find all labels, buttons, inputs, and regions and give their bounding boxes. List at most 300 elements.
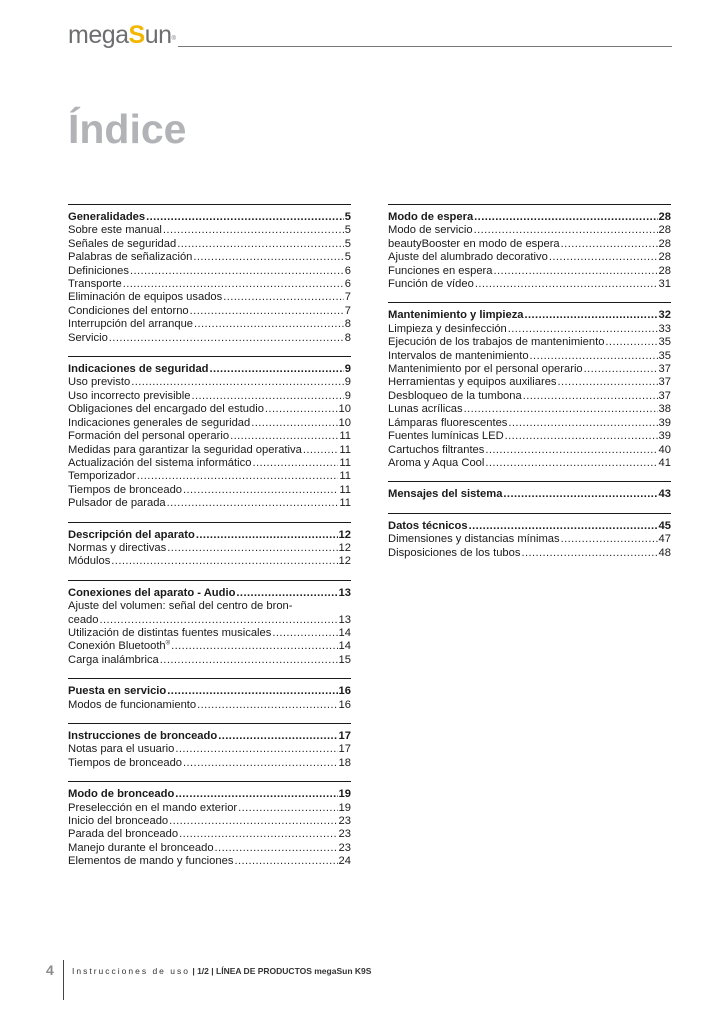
toc-entry[interactable] xyxy=(388,363,671,376)
dot-leader xyxy=(485,444,657,457)
entry-page-number: 28 xyxy=(658,211,671,223)
toc-entry[interactable] xyxy=(68,457,351,470)
entry-page-number: 14 xyxy=(338,626,351,639)
entry-page-number: 40 xyxy=(658,443,671,456)
dot-leader xyxy=(549,251,658,264)
entry-label-text: Descripción del aparato xyxy=(68,528,195,541)
toc-entry[interactable] xyxy=(68,654,351,667)
dot-leader xyxy=(160,654,338,667)
entry-page-number: 35 xyxy=(658,349,671,362)
dot-leader xyxy=(508,417,657,430)
entry-label xyxy=(68,484,182,497)
entry-label xyxy=(68,555,110,568)
entry-page-number: 23 xyxy=(338,815,351,828)
logo-text-suffix: un xyxy=(144,21,172,49)
toc-section xyxy=(68,781,351,868)
dot-leader xyxy=(265,403,338,416)
dot-leader xyxy=(218,730,337,743)
toc-section xyxy=(68,723,351,770)
entry-page-number: 19 xyxy=(338,788,351,801)
dot-leader xyxy=(175,788,337,801)
entry-label-text: Palabras de señalización xyxy=(68,251,193,264)
dot-leader xyxy=(238,802,337,815)
entry-label-text: Lunas acrílicas xyxy=(388,403,463,416)
toc-section xyxy=(68,204,351,345)
dot-leader xyxy=(183,757,338,770)
megasun-logo xyxy=(68,20,175,50)
toc-section-heading[interactable] xyxy=(68,529,351,542)
entry-label-text: Modo de servicio xyxy=(388,224,473,237)
entry-page-number: 16 xyxy=(338,698,351,711)
entry-page-number: 12 xyxy=(338,555,351,568)
entry-page-number: 28 xyxy=(658,237,671,250)
entry-label xyxy=(68,305,189,318)
dot-leader xyxy=(530,350,658,363)
entry-label-text: Disposiciones de los tubos xyxy=(388,546,521,559)
toc-section xyxy=(388,481,671,501)
entry-label xyxy=(68,417,250,430)
entry-label-text: Carga inalámbrica xyxy=(68,653,159,666)
toc-section-heading[interactable] xyxy=(68,730,351,743)
entry-page-number: 17 xyxy=(338,730,351,742)
entry-label-text: Utilización de distintas fuentes musicales xyxy=(68,626,272,639)
doc-version: 1/2 xyxy=(197,966,209,976)
toc-entry[interactable] xyxy=(68,640,351,653)
entry-page-number: 24 xyxy=(338,855,351,868)
entry-page-number: 11 xyxy=(339,483,351,496)
entry-label-text: Modo de bronceado xyxy=(68,788,175,801)
entry-label-text: Uso incorrecto previsible xyxy=(68,389,191,402)
toc-entry[interactable] xyxy=(68,430,351,443)
page-number: 4 xyxy=(46,962,54,978)
toc-entry[interactable] xyxy=(388,417,671,430)
entry-label-text: Funciones en espera xyxy=(388,264,493,277)
entry-page-number: 35 xyxy=(658,336,671,349)
toc-entry[interactable] xyxy=(68,291,351,304)
toc-section-heading[interactable] xyxy=(68,363,351,376)
toc-entry[interactable] xyxy=(388,336,671,349)
entry-label xyxy=(68,318,193,331)
entry-label xyxy=(68,363,209,376)
toc-entry[interactable] xyxy=(68,417,351,430)
entry-page-number: 16 xyxy=(338,685,351,698)
toc-entry[interactable] xyxy=(68,842,351,855)
entry-label-text: Conexiones del aparato - Audio xyxy=(68,586,236,599)
toc-section xyxy=(388,513,671,560)
dot-leader xyxy=(584,363,658,376)
entry-label xyxy=(68,587,235,600)
dot-leader xyxy=(197,699,337,712)
toc-section xyxy=(68,522,351,569)
entry-page-number: 28 xyxy=(658,264,671,277)
entry-label xyxy=(68,457,251,470)
entry-page-number: 8 xyxy=(344,331,351,344)
toc-entry[interactable] xyxy=(388,251,671,264)
entry-label-text: Conexión Bluetooth xyxy=(68,640,166,653)
dot-leader xyxy=(272,627,337,640)
toc-section xyxy=(388,302,671,470)
dot-leader xyxy=(131,376,344,389)
entry-label-text: Ejecución de los trabajos de mantenimiento xyxy=(388,336,605,349)
toc-entry[interactable] xyxy=(68,699,351,712)
dot-leader xyxy=(236,587,337,600)
toc-column-right xyxy=(388,204,671,571)
entry-label-text: Aroma y Aqua Cool xyxy=(388,456,485,469)
entry-label-text: Instrucciones de bronceado xyxy=(68,730,218,742)
toc-entry[interactable] xyxy=(388,533,671,546)
dot-leader xyxy=(194,318,344,331)
entry-page-number: 33 xyxy=(658,322,671,335)
entry-page-number: 13 xyxy=(338,586,351,599)
entry-page-number: 23 xyxy=(338,828,351,841)
entry-label-text: Servicio xyxy=(68,331,108,344)
separator: | xyxy=(208,966,217,976)
entry-label-text: Indicaciones de seguridad xyxy=(68,363,209,376)
entry-label-text: Puesta en servicio xyxy=(68,685,167,698)
entry-label xyxy=(388,363,583,376)
entry-label-text: Elementos de mando y funciones xyxy=(68,855,234,868)
entry-page-number: 15 xyxy=(338,653,351,666)
toc-entry[interactable] xyxy=(68,484,351,497)
toc-entry[interactable] xyxy=(68,332,351,345)
entry-page-number: 37 xyxy=(658,376,671,389)
header-divider xyxy=(178,46,672,47)
entry-label xyxy=(388,430,504,443)
toc-entry[interactable] xyxy=(388,376,671,389)
dot-leader xyxy=(525,309,658,322)
dot-leader xyxy=(485,457,657,470)
toc-entry[interactable] xyxy=(68,238,351,251)
toc-entry[interactable] xyxy=(68,815,351,828)
entry-label xyxy=(68,542,166,555)
entry-label-text: Tiempos de bronceado xyxy=(68,756,183,769)
entry-label xyxy=(388,376,557,389)
entry-label xyxy=(388,444,484,457)
toc-entry[interactable] xyxy=(68,470,351,483)
toc-entry[interactable] xyxy=(388,403,671,416)
toc-entry[interactable] xyxy=(388,430,671,443)
entry-label xyxy=(68,802,237,815)
dot-leader xyxy=(521,547,657,560)
toc-entry-wrapped-line[interactable]: Ajuste del volumen: señal del centro de bron- xyxy=(68,600,293,613)
page-header xyxy=(68,20,672,50)
dot-leader xyxy=(252,457,338,470)
entry-page-number: 14 xyxy=(338,640,351,653)
toc-entry[interactable] xyxy=(68,802,351,815)
dot-leader xyxy=(469,520,658,533)
toc-entry[interactable] xyxy=(388,547,671,560)
entry-label-text: ceado xyxy=(68,613,99,626)
entry-label xyxy=(68,332,108,345)
entry-label xyxy=(388,488,502,501)
entry-label xyxy=(388,251,548,264)
entry-label xyxy=(68,614,98,627)
product-line: LÍNEA DE PRODUCTOS megaSun K9S xyxy=(216,966,372,976)
entry-label-text: Formación del personal operario xyxy=(68,430,230,443)
entry-label xyxy=(388,457,484,470)
dot-leader xyxy=(475,278,658,291)
entry-page-number: 11 xyxy=(339,456,351,469)
toc-section-heading[interactable] xyxy=(388,488,671,501)
dot-leader xyxy=(171,640,337,653)
toc-entry[interactable] xyxy=(388,238,671,251)
entry-page-number: 17 xyxy=(338,743,351,756)
entry-label xyxy=(68,529,195,542)
entry-page-number: 47 xyxy=(658,533,671,546)
entry-label-text: Modos de funcionamiento xyxy=(68,698,197,711)
dot-leader xyxy=(169,815,337,828)
entry-label-text: beautyBooster en modo de espera xyxy=(388,237,560,250)
toc-entry[interactable] xyxy=(68,743,351,756)
entry-label-text: Indicaciones generales de seguridad xyxy=(68,416,251,429)
entry-label xyxy=(388,323,507,336)
dot-leader xyxy=(130,265,344,278)
entry-label xyxy=(68,815,168,828)
entry-label-text: Modo de espera xyxy=(388,211,474,223)
toc-section-heading[interactable] xyxy=(388,309,671,322)
entry-page-number: 32 xyxy=(658,309,671,322)
toc-section xyxy=(68,580,351,667)
entry-label xyxy=(388,265,492,278)
toc-entry[interactable] xyxy=(388,265,671,278)
dot-leader xyxy=(561,533,658,546)
toc-entry[interactable] xyxy=(68,444,351,457)
toc-entry[interactable] xyxy=(68,390,351,403)
entry-page-number: 6 xyxy=(344,264,351,277)
toc-section-heading[interactable] xyxy=(68,587,351,600)
footer-divider xyxy=(63,960,64,1000)
entry-page-number: 7 xyxy=(344,291,351,304)
dot-leader xyxy=(183,484,338,497)
toc-entry[interactable] xyxy=(68,403,351,416)
entry-label xyxy=(68,291,222,304)
entry-label xyxy=(68,828,178,841)
dot-leader xyxy=(474,211,657,224)
dot-leader xyxy=(123,278,344,291)
dot-leader xyxy=(167,497,339,510)
entry-label xyxy=(68,730,217,743)
toc-section-heading[interactable] xyxy=(68,788,351,801)
toc-entry[interactable] xyxy=(68,542,351,555)
entry-label-text: Notas para el usuario xyxy=(68,743,175,756)
entry-page-number: 18 xyxy=(338,756,351,769)
toc-entry[interactable] xyxy=(68,318,351,331)
entry-label-text: Fuentes lumínicas LED xyxy=(388,430,504,443)
entry-page-number: 11 xyxy=(339,470,351,483)
entry-page-number: 10 xyxy=(338,416,351,429)
entry-label-text: Señales de seguridad xyxy=(68,237,177,250)
entry-label xyxy=(388,403,463,416)
toc-entry[interactable] xyxy=(68,828,351,841)
dot-leader xyxy=(215,842,338,855)
entry-label xyxy=(68,855,233,868)
toc-entry[interactable] xyxy=(68,855,351,868)
entry-page-number: 37 xyxy=(658,363,671,376)
entry-page-number: 38 xyxy=(658,403,671,416)
entry-label xyxy=(68,842,214,855)
entry-label xyxy=(68,685,166,698)
entry-label-text: Intervalos de mantenimiento xyxy=(388,349,529,362)
entry-page-number: 28 xyxy=(658,224,671,237)
toc-entry[interactable] xyxy=(388,278,671,291)
toc-entry[interactable] xyxy=(68,614,351,627)
entry-label xyxy=(68,251,192,264)
toc-column-left xyxy=(68,204,351,880)
entry-page-number: 5 xyxy=(344,251,351,264)
entry-page-number: 19 xyxy=(338,801,351,814)
entry-page-number: 12 xyxy=(338,541,351,554)
entry-page-number: 5 xyxy=(344,224,351,237)
entry-label xyxy=(388,547,520,560)
entry-label xyxy=(68,470,136,483)
dot-leader xyxy=(167,685,337,698)
toc-entry[interactable] xyxy=(68,305,351,318)
entry-label-text: Generalidades xyxy=(68,211,146,223)
toc-section-heading[interactable] xyxy=(388,520,671,533)
entry-label xyxy=(68,627,271,640)
dot-leader xyxy=(111,555,337,568)
entry-label-text: Mensajes del sistema xyxy=(388,488,503,501)
logo-text-prefix: mega xyxy=(68,21,129,49)
entry-label-text: Actualización del sistema informático xyxy=(68,456,252,469)
dot-leader xyxy=(109,332,344,345)
page-title: Índice xyxy=(68,106,187,152)
entry-label-text: Lámparas fluorescentes xyxy=(388,416,508,429)
toc-entry[interactable] xyxy=(388,224,671,237)
entry-page-number: 11 xyxy=(339,430,351,443)
entry-label-text: Inicio del bronceado xyxy=(68,815,169,828)
toc-entry[interactable] xyxy=(68,224,351,237)
entry-label-text: Definiciones xyxy=(68,264,129,277)
dot-leader xyxy=(177,238,344,251)
entry-label-text: Limpieza y desinfección xyxy=(388,322,507,335)
entry-label xyxy=(68,211,145,224)
toc-entry[interactable] xyxy=(68,497,351,510)
dot-leader xyxy=(234,855,337,868)
entry-page-number: 48 xyxy=(658,546,671,559)
dot-leader xyxy=(493,265,657,278)
entry-label-text: Función de vídeo xyxy=(388,278,474,291)
dot-leader xyxy=(464,403,658,416)
entry-page-number: 11 xyxy=(339,497,351,510)
dot-leader xyxy=(558,376,658,389)
toc-entry[interactable] xyxy=(68,251,351,264)
separator: | xyxy=(189,966,198,976)
entry-label-text: Desbloqueo de la tumbona xyxy=(388,389,522,402)
entry-label-text: Mantenimiento y limpieza xyxy=(388,309,524,322)
dot-leader xyxy=(210,363,344,376)
entry-page-number: 8 xyxy=(344,318,351,331)
entry-page-number: 31 xyxy=(658,278,671,291)
toc-entry[interactable] xyxy=(68,265,351,278)
toc-entry[interactable] xyxy=(68,627,351,640)
toc-section xyxy=(68,678,351,712)
entry-page-number: 5 xyxy=(344,211,351,223)
toc-entry[interactable] xyxy=(68,757,351,770)
toc-entry[interactable] xyxy=(388,323,671,336)
entry-page-number: 6 xyxy=(344,278,351,291)
toc-entry[interactable] xyxy=(68,278,351,291)
entry-page-number: 12 xyxy=(338,528,351,541)
entry-page-number: 39 xyxy=(658,430,671,443)
dot-leader xyxy=(223,291,344,304)
entry-label xyxy=(68,654,159,667)
entry-label xyxy=(388,336,604,349)
toc-section-heading[interactable] xyxy=(388,211,671,224)
entry-label-text: Transporte xyxy=(68,278,122,291)
entry-label xyxy=(68,224,162,237)
entry-page-number: 41 xyxy=(658,456,671,469)
toc-section-heading[interactable] xyxy=(68,211,351,224)
dot-leader xyxy=(503,488,657,501)
entry-page-number: 5 xyxy=(344,237,351,250)
entry-label-text: Temporizador xyxy=(68,470,136,483)
entry-label xyxy=(388,520,468,533)
entry-label-text: Manejo durante el bronceado xyxy=(68,841,214,854)
dot-leader xyxy=(508,323,658,336)
toc-entry[interactable] xyxy=(68,376,351,389)
entry-label-text: Interrupción del arranque xyxy=(68,318,194,331)
dot-leader xyxy=(163,224,344,237)
entry-page-number: 23 xyxy=(338,841,351,854)
entry-label xyxy=(68,265,129,278)
dot-leader xyxy=(146,211,344,224)
entry-label xyxy=(68,497,166,510)
entry-label xyxy=(68,699,196,712)
entry-label-text: Pulsador de parada xyxy=(68,497,166,510)
dot-leader xyxy=(99,614,337,627)
toc-entry[interactable] xyxy=(388,390,671,403)
dot-leader xyxy=(190,305,344,318)
entry-label-text: Mantenimiento por el personal operario xyxy=(388,363,583,376)
entry-page-number: 28 xyxy=(658,251,671,264)
entry-label-text: Datos técnicos xyxy=(388,519,468,532)
toc-entry[interactable] xyxy=(388,457,671,470)
entry-label xyxy=(68,390,191,403)
entry-label xyxy=(388,390,522,403)
dot-leader xyxy=(523,390,658,403)
entry-label-text: Módulos xyxy=(68,555,111,568)
entry-label xyxy=(68,278,122,291)
toc-entry[interactable] xyxy=(388,350,671,363)
entry-label-text: Preselección en el mando exterior xyxy=(68,801,238,814)
dot-leader xyxy=(196,529,338,542)
entry-page-number: 11 xyxy=(339,443,351,456)
entry-label xyxy=(68,757,182,770)
entry-label-text: Obligaciones del encargado del estudio xyxy=(68,403,264,416)
entry-label xyxy=(68,403,264,416)
entry-label xyxy=(388,533,560,546)
dot-leader xyxy=(303,444,339,457)
entry-page-number: 9 xyxy=(344,376,351,389)
entry-page-number: 9 xyxy=(344,363,351,376)
entry-label-text: Eliminación de equipos usados xyxy=(68,291,223,304)
dot-leader xyxy=(505,430,658,443)
entry-label xyxy=(388,224,473,237)
entry-label-text: Cartuchos filtrantes xyxy=(388,443,485,456)
entry-label xyxy=(68,743,174,756)
toc-entry[interactable] xyxy=(68,555,351,568)
toc-entry[interactable] xyxy=(388,444,671,457)
entry-label xyxy=(68,238,176,251)
entry-page-number: 10 xyxy=(338,403,351,416)
entry-label xyxy=(68,430,229,443)
entry-label xyxy=(388,309,524,322)
doc-type: Instrucciones de uso xyxy=(72,966,190,976)
dot-leader xyxy=(137,470,339,483)
toc-section-heading[interactable] xyxy=(68,685,351,698)
entry-label xyxy=(388,278,474,291)
